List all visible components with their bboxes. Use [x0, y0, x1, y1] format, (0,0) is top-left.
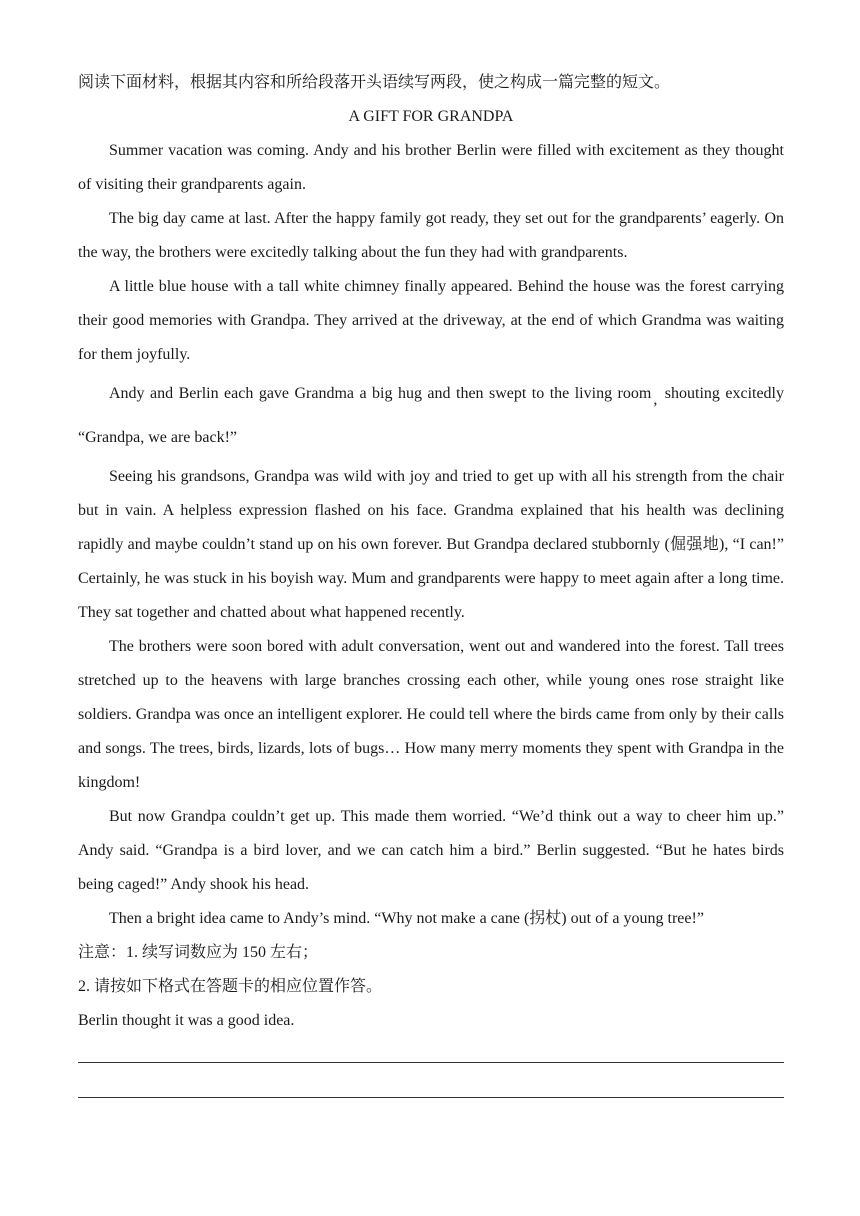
note-answer-format: 2. 请按如下格式在答题卡的相应位置作答。 [78, 978, 383, 995]
story-paragraph-7: But now Grandpa couldn’t get up. This made them worried. “We’d think out a way to cheer him up.” Andy said. “Grandpa is a bird lover, and we can catch him a bird.” Berlin suggested. “But he hates birds being caged!” Andy shook his head. [78, 808, 784, 893]
answer-line-2[interactable] [78, 1097, 784, 1098]
story-title: A GIFT FOR GRANDPA [348, 108, 514, 125]
paragraph-4-part-1: Andy and Berlin each gave Grandma a big hug and then swept to the living room [109, 385, 652, 402]
story-paragraph-8: Then a bright idea came to Andy’s mind. “Why not make a cane (拐杖) out of a young tree!” [109, 910, 704, 927]
paragraph-4-part-2: shouting excitedly “Grandpa, we are back!” [78, 385, 785, 446]
paragraph-4-comma: , [653, 391, 658, 408]
answer-line-1[interactable] [78, 1062, 784, 1063]
story-paragraph-6: The brothers were soon bored with adult conversation, went out and wandered into the forest. Tall trees stretched up to the heavens with large branches crossing each other, while young ones rose straight like soldiers. Grandpa was once an intelligent explorer. He could tell where the birds came from only by their calls and songs. The trees, birds, lizards, lots of bugs… How many merry moments they spent with Grandpa in the kingdom! [78, 638, 784, 791]
given-opening-sentence: Berlin thought it was a good idea. [78, 1012, 295, 1029]
story-paragraph-4 [78, 372, 784, 460]
story-paragraph-5: Seeing his grandsons, Grandpa was wild with joy and tried to get up with all his strength from the chair but in vain. A helpless expression flashed on his face. Grandma explained that his health was declining rapidly and maybe couldn’t stand up on his own forever. But Grandpa declared stubbornly (倔强地), “I can!” Certainly, he was stuck in his boyish way. Mum and grandparents were happy to meet again after a long time. They sat together and chatted about what happened recently. [78, 468, 784, 621]
story-paragraph-2: The big day came at last. After the happy family got ready, they set out for the grandparents’ eagerly. On the way, the brothers were excitedly talking about the fun they had with grandparents. [78, 210, 784, 261]
story-paragraph-3: A little blue house with a tall white chimney finally appeared. Behind the house was the forest carrying their good memories with Grandpa. They arrived at the driveway, at the end of which Grandma was waiting for them joyfully. [78, 278, 784, 363]
note-word-count: 注意：1. 续写词数应为 150 左右； [78, 944, 319, 961]
story-paragraph-1: Summer vacation was coming. Andy and his brother Berlin were filled with excitement as they thought of visiting their grandparents again. [78, 142, 784, 193]
document-page [78, 66, 784, 1098]
instruction-text: 阅读下面材料，根据其内容和所给段落开头语续写两段，使之构成一篇完整的短文。 [78, 74, 671, 91]
